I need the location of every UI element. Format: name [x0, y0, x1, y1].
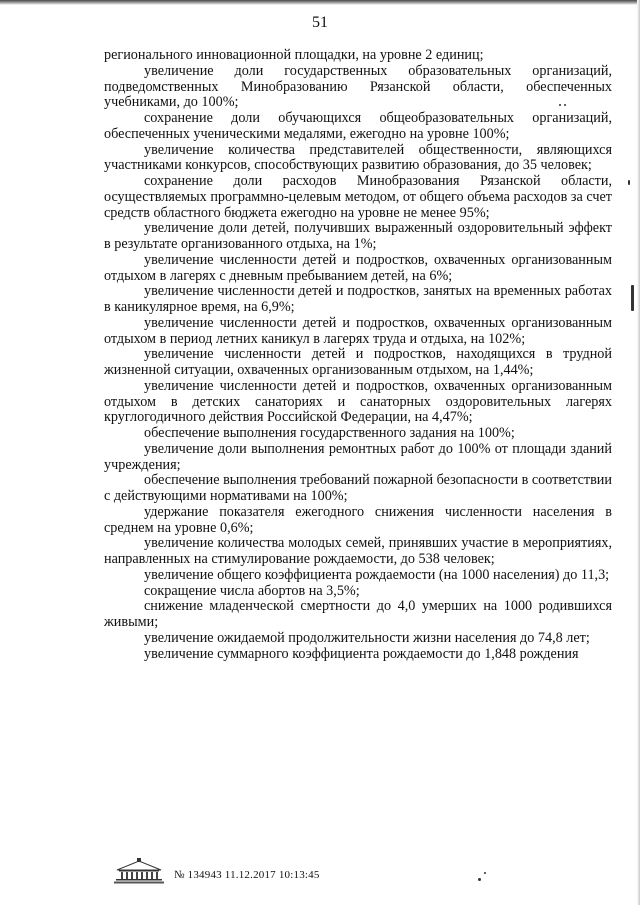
document-registration-mark: № 134943 11.12.2017 10:13:45: [174, 869, 320, 881]
scan-top-edge: [0, 0, 640, 5]
paragraph: увеличение численности детей и подростков, охваченных организованным отдыхом в лагерях с дневным пребыванием детей, на 6%;: [104, 251, 612, 284]
paragraph: увеличение общего коэффициента рождаемости (на 1000 населения) до 11,3;: [144, 566, 610, 583]
paragraph: увеличение количества представителей общественности, являющихся участниками конкурсов, способствующих развитию образования, до 35 человек;: [104, 141, 612, 174]
scan-speck: [564, 104, 566, 106]
paragraph: удержание показателя ежегодного снижения численности населения в среднем на уровне 0,6%;: [104, 503, 612, 536]
paragraph: увеличение доли выполнения ремонтных работ до 100% от площади зданий учреждения;: [104, 440, 612, 473]
paragraph: увеличение ожидаемой продолжительности жизни населения до 74,8 лет;: [144, 629, 590, 646]
page-number: 51: [312, 14, 328, 31]
paragraph: обеспечение выполнения требований пожарной безопасности в соответствии с действующими нормативами на 100%;: [104, 472, 612, 504]
scan-speck: [628, 180, 630, 185]
paragraph: увеличение доли детей, получивших выраженный оздоровительный эффект в результате организованного отдыха, на 1%;: [104, 220, 612, 252]
paragraph: увеличение численности детей и подростков, находящихся в трудной жизненной ситуации, охваченных организованным отдыхом, на 1,44%;: [104, 346, 612, 378]
scan-speck: [631, 285, 634, 311]
paragraph: увеличение численности детей и подростков, охваченных организованным отдыхом в период летних каникул в лагерях труда и отдыха, на 102%;: [104, 314, 612, 347]
scan-speck: [478, 878, 481, 881]
paragraph: снижение младенческой смертности до 4,0 умерших на 1000 родившихся живыми;: [104, 598, 612, 630]
government-building-stamp-icon: [113, 858, 165, 884]
paragraph: сохранение доли расходов Минобразования Рязанской области, осуществляемых программно-целевым методом, от общего объема расходов за счет средств областного бюджета ежегодно на уровне не менее 95%;: [104, 173, 612, 221]
paragraph: увеличение доли государственных образовательных организаций, подведомственных Минобразованию Рязанской области, обеспеченных учебниками, до 100%;: [104, 62, 612, 111]
scan-speck: [559, 104, 561, 106]
scan-speck: [484, 872, 486, 874]
paragraph: увеличение численности детей и подростков, занятых на временных работах в каникулярное время, на 6,9%;: [104, 283, 612, 315]
paragraph: обеспечение выполнения государственного задания на 100%;: [144, 425, 515, 441]
paragraph: увеличение количества молодых семей, принявших участие в мероприятиях, направленных на стимулирование рождаемости, до 538 человек;: [104, 535, 612, 567]
paragraph: регионального инновационной площадки, на уровне 2 единиц;: [104, 47, 484, 63]
paragraph: увеличение численности детей и подростков, охваченных организованным отдыхом в детских санаториях и санаторных оздоровительных лагерях круглогодичного действия Российской Федерации, на 4,47%;: [104, 377, 612, 426]
paragraph: сокращение числа абортов на 3,5%;: [144, 582, 360, 599]
document-body: [104, 48, 612, 662]
paragraph: сохранение доли обучающихся общеобразовательных организаций, обеспеченных ученическими медалями, ежегодно на уровне 100%;: [104, 110, 612, 142]
paragraph: увеличение суммарного коэффициента рождаемости до 1,848 рождения: [144, 645, 579, 662]
